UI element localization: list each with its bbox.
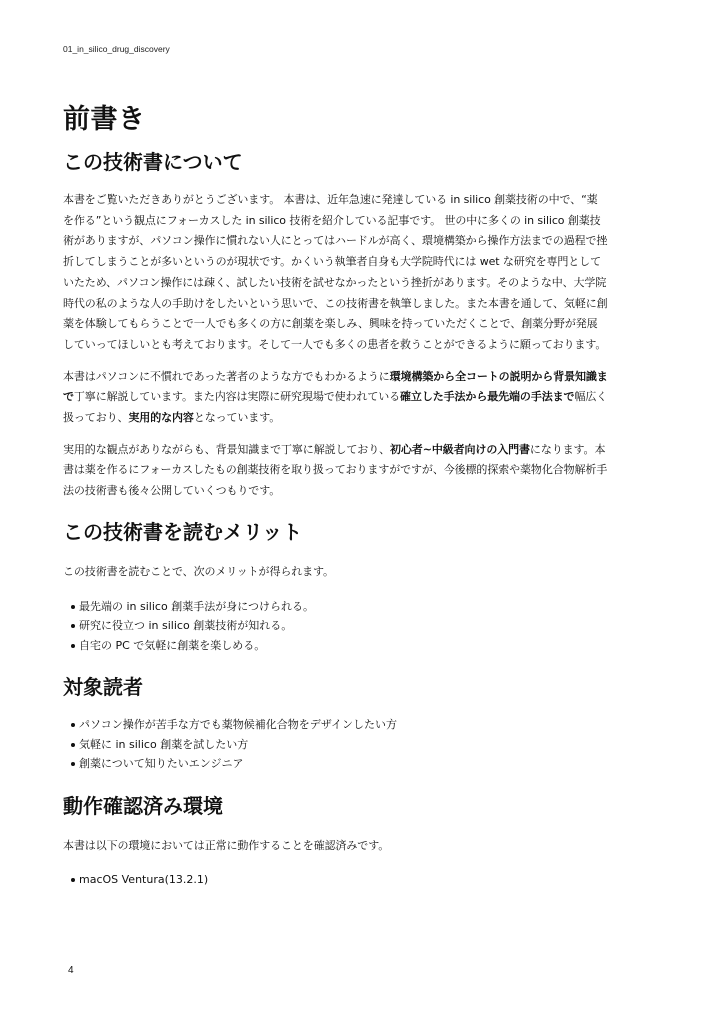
about-paragraph-2 bbox=[63, 367, 608, 429]
list-item: 気軽に in silico 創薬を試したい方 bbox=[63, 735, 608, 755]
bold-text: 確立した手法から最先端の手法まで bbox=[400, 390, 575, 404]
list-item: パソコン操作が苦手な方でも薬物候補化合物をデザインしたい方 bbox=[63, 715, 608, 735]
about-paragraph-1: 本書をご覧いただきありがとうございます。 本書は、近年急速に発達している in silico 創薬技術の中で、“薬を作る”という観点にフォーカスした in silico 技術を紹介している記事です。 世の中に多くの in silico 創薬技術がありますが、パソコン操作に慣れない人にとってはハードルが高く、環境構築から操作方法までの過程で挫折してしまうことが多いというのが現状です。かくいう執筆者自身も大学院時代には wet な研究を専門としていたため、パソコン操作には疎く、試したい技術を試せなかったという挫折があります。そのような中、大学院時代の私のような人の手助けをしたいという思いで、この技術書を執筆しました。また本書を通して、気軽に創薬を体験してもらうことで一人でも多くの方に創薬を楽しみ、興味を持っていただくことで、創薬分野が発展していってほしいとも考えております。そして一人でも多くの患者を救うことができるように願っております。 bbox=[63, 193, 608, 351]
text-run: になります。本書は薬を作るにフォーカスしたもの創薬技術を取り扱っておりますがですが、今後標的探索や薬物化合物解析手法の技術書も後々公開していくつもりです。 bbox=[63, 442, 608, 498]
page-number: 4 bbox=[68, 965, 74, 976]
bold-text: 初心者~中級者向けの入門書 bbox=[390, 442, 530, 456]
bold-text: 実用的な内容 bbox=[128, 411, 194, 425]
document-body bbox=[63, 100, 608, 890]
text-run: 実用的な観点がありながらも、背景知識まで丁寧に解説しており、 bbox=[63, 442, 390, 456]
list-item: 自宅の PC で気軽に創薬を楽しめる。 bbox=[63, 636, 608, 656]
list-item: 創薬について知りたいエンジニア bbox=[63, 754, 608, 774]
list-item: 最先端の in silico 創薬手法が身につけられる。 bbox=[63, 597, 608, 617]
list-item: macOS Ventura(13.2.1) bbox=[63, 870, 608, 890]
about-paragraph-3 bbox=[63, 440, 608, 502]
text-run: 丁寧に解説しています。また内容は実際に研究現場で使われている bbox=[73, 390, 401, 404]
text-run: となっています。 bbox=[193, 411, 281, 425]
environment-intro: 本書は以下の環境においては正常に動作することを確認済みです。 bbox=[63, 838, 390, 852]
section-heading-about: この技術書について bbox=[63, 150, 243, 174]
merit-intro: この技術書を読むことで、次のメリットが得られます。 bbox=[63, 564, 334, 578]
section-heading-readers: 対象読者 bbox=[63, 675, 143, 700]
section-heading-environment: 動作確認済み環境 bbox=[63, 793, 223, 818]
text-run: 幅広く扱っており、 bbox=[63, 390, 608, 425]
readers-list bbox=[63, 715, 608, 774]
bold-text: 環境構築から全コートの説明から背景知識まで bbox=[63, 369, 608, 404]
environment-list bbox=[63, 870, 608, 890]
section-heading-merit: この技術書を読むメリット bbox=[63, 519, 303, 544]
merit-list bbox=[63, 597, 608, 656]
running-header: 01_in_silico_drug_discovery bbox=[63, 44, 170, 54]
list-item: 研究に役立つ in silico 創薬技術が知れる。 bbox=[63, 616, 608, 636]
page-title: 前書き bbox=[63, 104, 146, 135]
text-run: 本書はパソコンに不慣れであった著者のような方でもわかるように bbox=[63, 369, 390, 383]
